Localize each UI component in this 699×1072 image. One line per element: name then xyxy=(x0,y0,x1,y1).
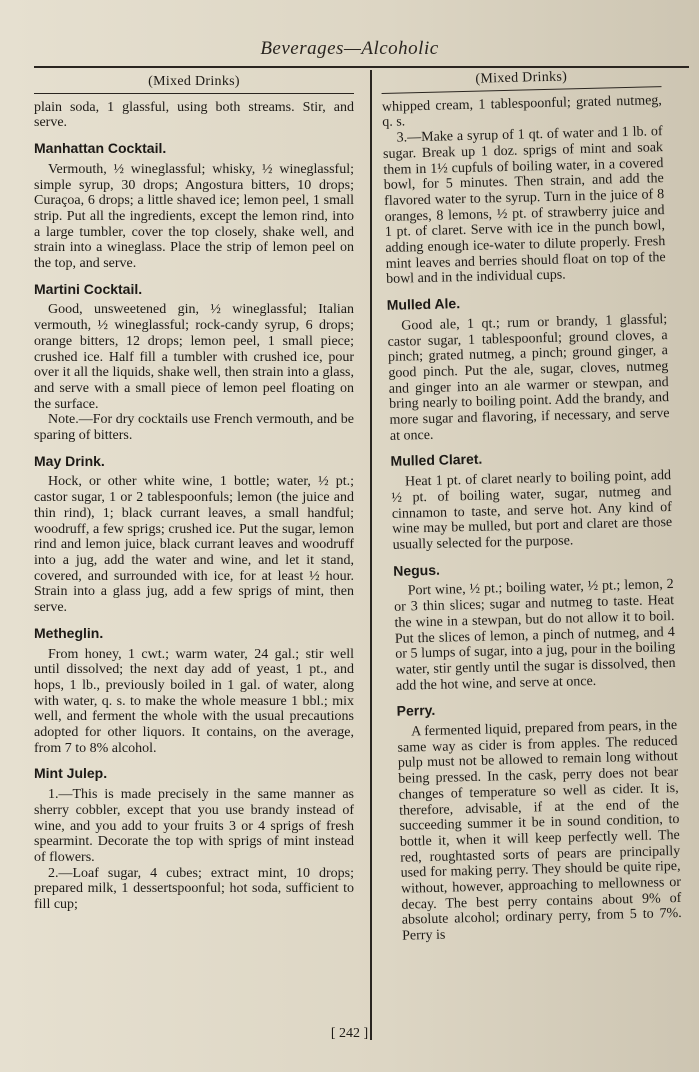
entry-text-mint-julep-3: 3.—Make a syrup of 1 qt. of water and 1 lb. of sugar. Break up 1 doz. sprigs of mint and soak them in 1½ cupfuls of boiling water, in a covered bowl, for 5 minutes. Then strain, and add the flavored water to the syrup. Turn in the juice of 8 oranges, 8 lemons, ½ pt. of strawberry juice and 1 pt. of claret. Serve with ice in the punch bowl, adding enough ice-water to dilute properly. Fresh mint leaves and berries should float on top of the bowl and in the individual cups. xyxy=(382,124,666,288)
entry-title-manhattan: Manhattan Cocktail. xyxy=(34,140,167,157)
entry-title-martini: Martini Cocktail. xyxy=(34,280,143,297)
entry-text-manhattan: Vermouth, ½ wineglassful; whisky, ½ wineglassful; simple syrup, 30 drops; Angostura bitters, 10 drops; Curaçoa, 6 drops; a little shaved ice; lemon peel, 1 small strip. Put all the ingredients, except the lemon rind, into a large tumbler, cover the top closely, shake well, and strain into a wineglass. Place the strip of lemon peel on the top, and serve. xyxy=(34,161,354,272)
entry-text-mint-julep-2: 2.—Loaf sugar, 4 cubes; extract mint, 10 drops; prepared milk, 1 dessertspoonful; hot soda, sufficient to fill cup; xyxy=(34,865,354,913)
entry-text-perry: A fermented liquid, prepared from pears, in the same way as cider is from apples. The reduced pulp must not be allowed to remain long without being pressed. In the cask, perry does not bear changes of temperature so well as cider. It is, therefore, advisable, if at the end of the succeeding summer it be in sound condition, to bottle it, when it will keep perfectly well. The red, roughtasted sorts of pears are principally used for making perry. They should be quite ripe, without, however, approaching to mellowness or decay. The best perry contains about 9% of absolute alcohol; ordinary perry, from 5 to 7%. Perry is xyxy=(397,717,682,944)
left-column xyxy=(34,70,354,1032)
continuation-text-right: whipped cream, 1 tablespoonful; grated nutmeg, q. s. xyxy=(381,92,663,131)
entry-title-perry: Perry. xyxy=(396,702,436,720)
page-number: [ 242 ] xyxy=(330,1026,369,1041)
entry-text-martini: Good, unsweetened gin, ½ wineglassful; Italian vermouth, ½ wineglassful; rock-candy syrup, 6 drops; orange bitters, 12 drops; lemon peel, 1 small piece; crushed ice. Half fill a tumbler with crushed ice, pour over it all the liquids, shake well, then strain into a glass, and serve with a small piece of lemon peel floating on the surface. xyxy=(34,302,354,412)
entry-text-metheglin: From honey, 1 cwt.; warm water, 24 gal.; stir well until dissolved; the next day add of yeast, 1 pt., and hops, 1 lb., previously boiled in 1 gal. of water, along with water, q. s. to make the whole measure 1 bbl.; mix well, and ferment the whole with the usual precautions adopted for other liquors. It contains, on the average, from 7 to 8% alcohol. xyxy=(34,646,354,756)
entry-text-negus: Port wine, ½ pt.; boiling water, ½ pt.; lemon, 2 or 3 thin slices; sugar and nutmeg to taste. Heat the wine in a stewpan, but do not allow it to boil. Put the slices of lemon, a pinch of nutmeg, and 4 or 5 lumps of sugar, into a jug, pour in the boiling water, stir gently until the sugar is dissolved, then add the hot wine, and serve at once. xyxy=(393,577,676,694)
left-column-subhead: (Mixed Drinks) xyxy=(34,70,354,94)
entry-text-mint-julep-1: 1.—This is made precisely in the same manner as sherry cobbler, except that you use brandy instead of wine, and you add to your fruits 3 or 4 sprigs of fresh spearmint. Decorate the top with sprigs of mint instead of flowers. xyxy=(34,787,354,865)
entry-text-mulled-claret: Heat 1 pt. of claret nearly to boiling point, add ½ pt. of boiling water, sugar, nutmeg and cinnamon to taste, and serve hot. Any kind of wine may be mulled, but port and claret are those usually selected for the purpose. xyxy=(391,468,673,553)
entry-title-mulled-ale: Mulled Ale. xyxy=(386,295,461,314)
entry-title-negus: Negus. xyxy=(393,561,441,579)
entry-title-mint-julep: Mint Julep. xyxy=(34,765,108,782)
entry-text-mulled-ale: Good ale, 1 qt.; rum or brandy, 1 glassful; castor sugar, 1 tablespoonful; ground cloves, a pinch; grated nutmeg, a pinch; ground ginger, a good pinch. Put the ale, sugar, cloves, nutmeg and ginger into an ale warmer or stewpan, and bring nearly to boiling point. Add the brandy, and more sugar and flavoring, if necessary, and serve at once. xyxy=(387,311,670,444)
entry-title-mulled-claret: Mulled Claret. xyxy=(390,451,483,470)
right-column-subhead: (Mixed Drinks) xyxy=(381,63,661,94)
entry-text-may-drink: Hock, or other white wine, 1 bottle; water, ½ pt.; castor sugar, 1 or 2 tablespoonfuls; lemon (the juice and thin rind), 1; black currant leaves, a small handful; woodruff, a few sprigs; crushed ice. Put the sugar, lemon rind and lemon juice, black currant leaves and woodruff into a jug, add the water and wine, and let it stand, covered, and surrounded with ice, for at least ½ hour. Strain into a glass jug, add a few sprigs of mint, then serve. xyxy=(34,474,354,616)
entry-title-metheglin: Metheglin. xyxy=(34,624,104,641)
continuation-text: plain soda, 1 glassful, using both streams. Stir, and serve. xyxy=(34,99,354,131)
entry-title-may-drink: May Drink. xyxy=(34,452,105,469)
column-divider xyxy=(370,70,372,1040)
right-column xyxy=(381,63,684,1032)
entry-note-martini: Note.—For dry cocktails use French vermouth, and be sparing of bitters. xyxy=(34,412,354,444)
running-head: Beverages—Alcoholic xyxy=(260,38,439,59)
